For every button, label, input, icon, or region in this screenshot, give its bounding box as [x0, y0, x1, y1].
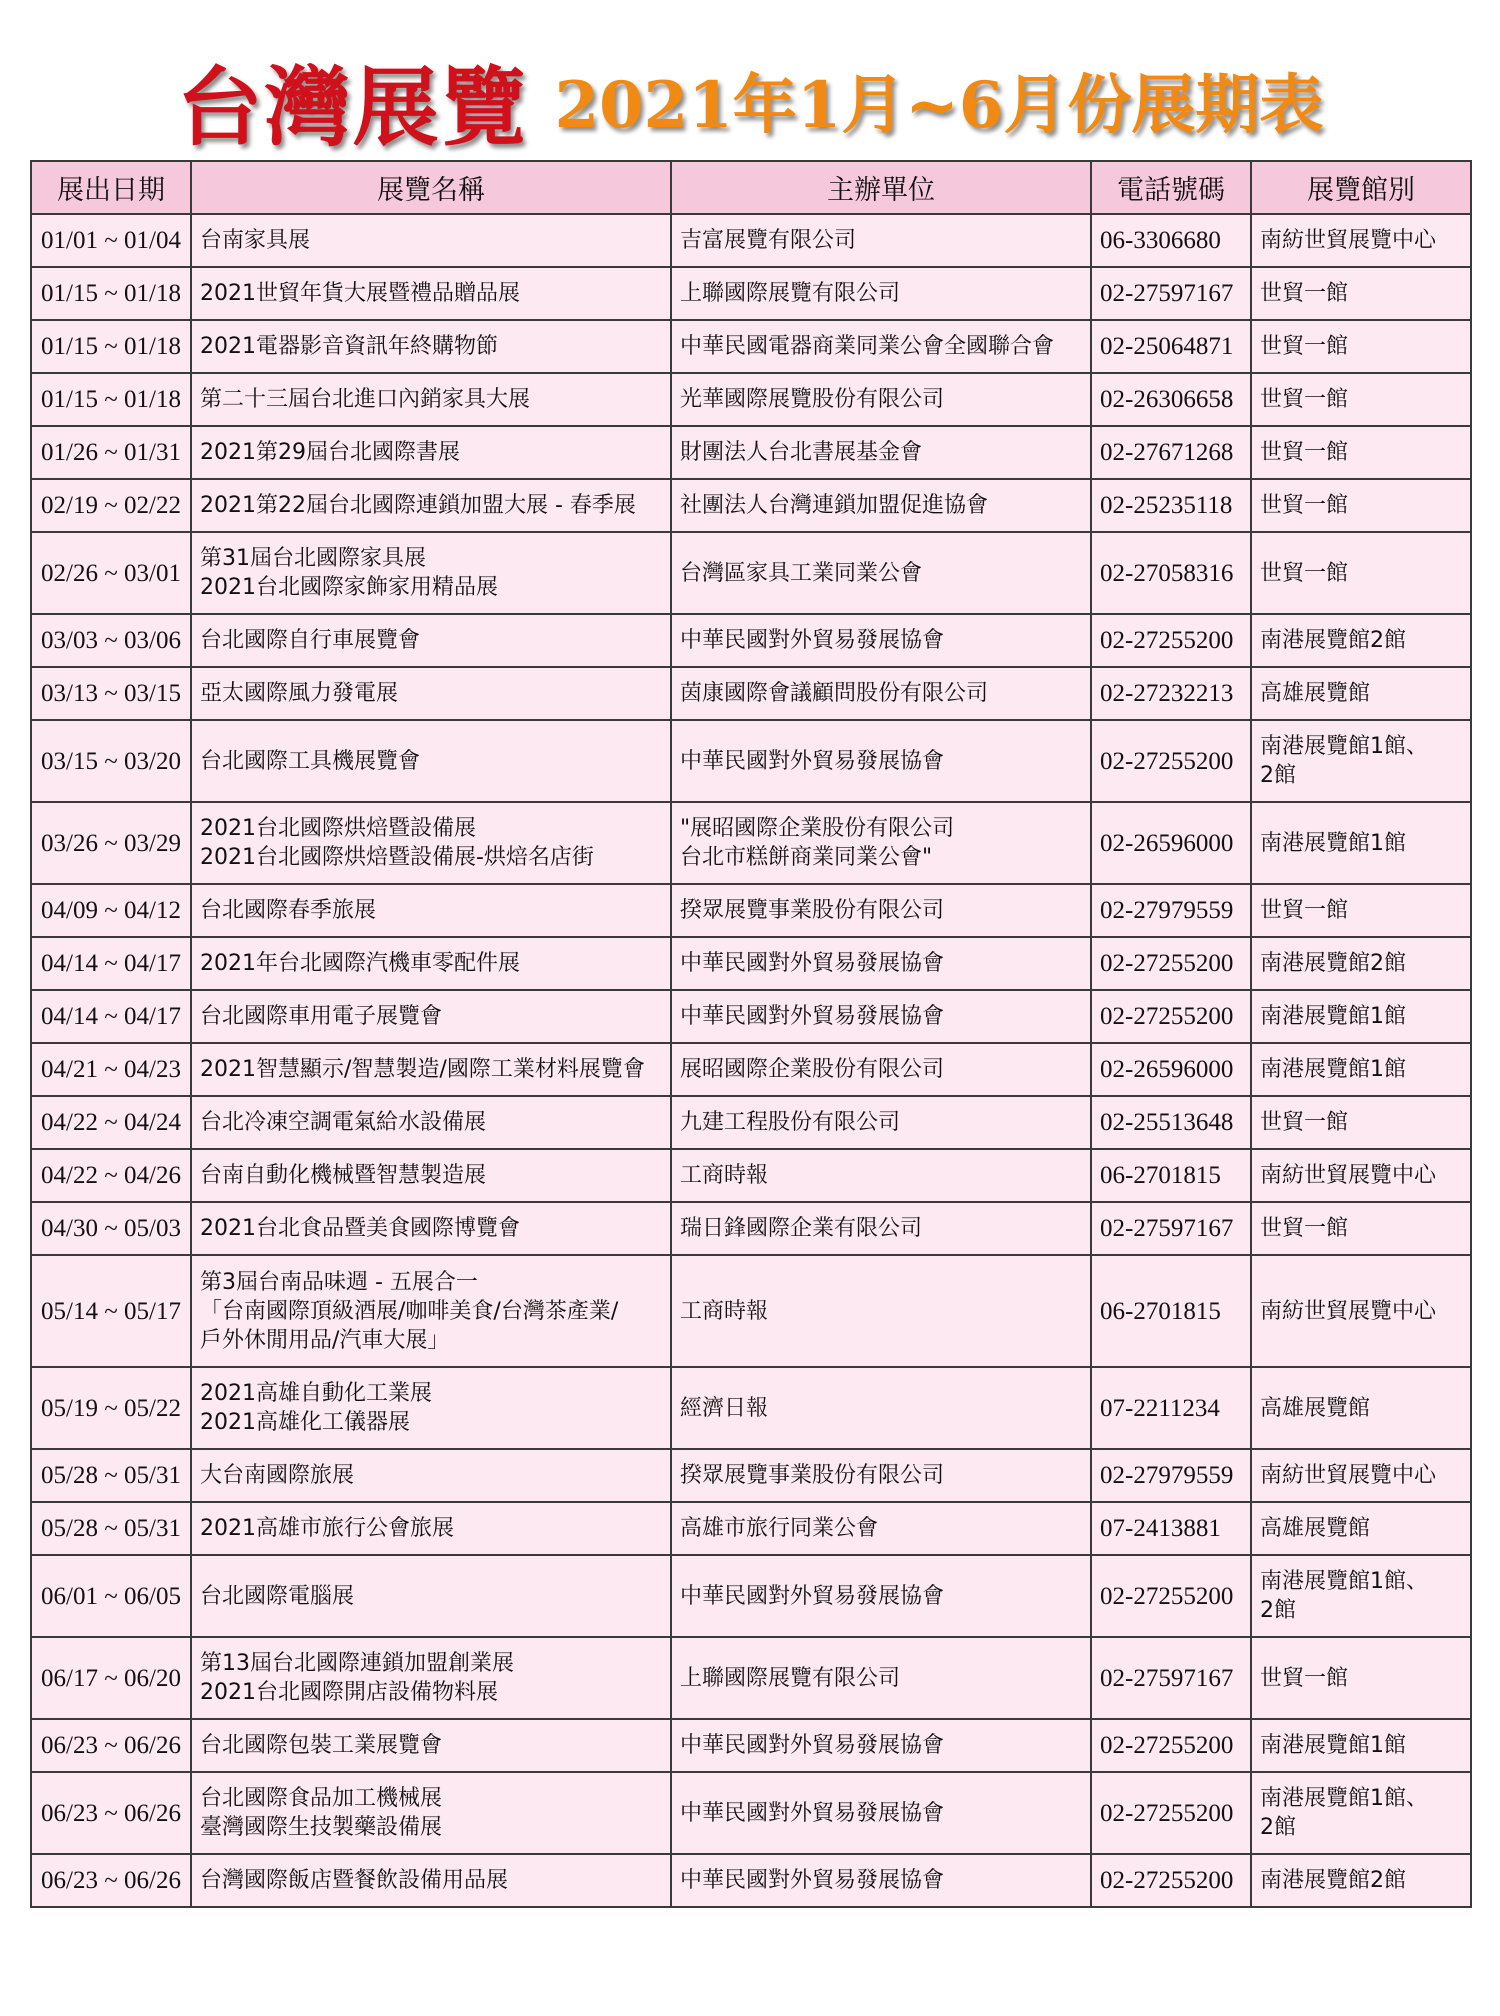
- cell-phone: 02-26596000: [1091, 802, 1251, 884]
- cell-phone: 02-27597167: [1091, 1202, 1251, 1255]
- cell-phone: 02-27255200: [1091, 614, 1251, 667]
- cell-date: 06/23 ~ 06/26: [31, 1719, 191, 1772]
- cell-venue-line: 世貿一館: [1260, 387, 1349, 412]
- cell-venue: [1251, 532, 1471, 614]
- cell-organizer: [671, 214, 1091, 267]
- cell-exhibition-name-line: 2021智慧顯示/智慧製造/國際工業材料展覽會: [200, 1057, 645, 1082]
- cell-date: 01/15 ~ 01/18: [31, 267, 191, 320]
- cell-exhibition-name-line: 第3屆台南品味週 - 五展合一: [200, 1269, 478, 1295]
- cell-date: 04/14 ~ 04/17: [31, 990, 191, 1043]
- cell-date: 01/01 ~ 01/04: [31, 214, 191, 267]
- cell-date: 05/14 ~ 05/17: [31, 1255, 191, 1367]
- cell-exhibition-name: [191, 1255, 671, 1367]
- cell-organizer: [671, 267, 1091, 320]
- cell-exhibition-name-line: 台北國際食品加工機械展: [200, 1786, 443, 1811]
- cell-phone: 02-27255200: [1091, 720, 1251, 802]
- cell-organizer-line: 中華民國對外貿易發展協會: [680, 1583, 945, 1609]
- cell-phone: 02-25513648: [1091, 1096, 1251, 1149]
- cell-venue-line: 世貿一館: [1260, 560, 1349, 586]
- cell-date: 03/26 ~ 03/29: [31, 802, 191, 884]
- cell-venue: [1251, 990, 1471, 1043]
- table-row: [31, 1772, 1471, 1854]
- cell-phone: 02-27255200: [1091, 1854, 1251, 1907]
- cell-venue: [1251, 937, 1471, 990]
- cell-exhibition-name-line: 戶外休閒用品/汽車大展」: [200, 1327, 450, 1353]
- cell-exhibition-name-line: 臺灣國際生技製藥設備展: [200, 1815, 443, 1840]
- cell-exhibition-name: [191, 373, 671, 426]
- cell-exhibition-name-line: 大台南國際旅展: [200, 1463, 355, 1488]
- cell-exhibition-name-line: 「台南國際頂級酒展/咖啡美食/台灣茶產業/: [200, 1298, 619, 1324]
- table-row: [31, 1367, 1471, 1449]
- cell-date: 01/15 ~ 01/18: [31, 320, 191, 373]
- cell-venue: [1251, 1502, 1471, 1555]
- cell-organizer-line: 高雄市旅行同業公會: [680, 1516, 879, 1541]
- cell-venue: [1251, 614, 1471, 667]
- cell-exhibition-name-line: 台灣國際飯店暨餐飲設備用品展: [200, 1868, 509, 1893]
- cell-organizer: [671, 532, 1091, 614]
- table-row: [31, 990, 1471, 1043]
- cell-venue: [1251, 1096, 1471, 1149]
- cell-organizer: [671, 1772, 1091, 1854]
- cell-organizer: [671, 1719, 1091, 1772]
- cell-exhibition-name-line: 亞太國際風力發電展: [200, 681, 399, 706]
- cell-venue: [1251, 1043, 1471, 1096]
- cell-exhibition-name-line: 台北國際電腦展: [200, 1583, 355, 1609]
- cell-exhibition-name: [191, 1854, 671, 1907]
- cell-phone: 02-27058316: [1091, 532, 1251, 614]
- cell-organizer-line: 光華國際展覽股份有限公司: [680, 387, 945, 412]
- cell-venue: [1251, 426, 1471, 479]
- cell-venue: [1251, 1449, 1471, 1502]
- cell-date: 04/09 ~ 04/12: [31, 884, 191, 937]
- header-phone: 電話號碼: [1091, 161, 1251, 214]
- table-row: [31, 1502, 1471, 1555]
- cell-organizer-line: 中華民國對外貿易發展協會: [680, 1868, 945, 1893]
- cell-venue: [1251, 479, 1471, 532]
- cell-organizer-line: 社團法人台灣連鎖加盟促進協會: [680, 493, 989, 518]
- cell-venue-line: 世貿一館: [1260, 493, 1349, 518]
- header-name: 展覽名稱: [191, 161, 671, 214]
- cell-exhibition-name: [191, 532, 671, 614]
- cell-date: 05/28 ~ 05/31: [31, 1449, 191, 1502]
- cell-date: 03/13 ~ 03/15: [31, 667, 191, 720]
- cell-date: 03/03 ~ 03/06: [31, 614, 191, 667]
- cell-exhibition-name-line: 第13屆台北國際連鎖加盟創業展: [200, 1651, 514, 1676]
- cell-venue-line: 南港展覽館2館: [1260, 1868, 1406, 1893]
- cell-phone: 02-27255200: [1091, 1555, 1251, 1637]
- cell-venue: [1251, 802, 1471, 884]
- cell-phone: 02-27255200: [1091, 1719, 1251, 1772]
- cell-phone: 06-2701815: [1091, 1149, 1251, 1202]
- table-header: [31, 161, 1471, 214]
- cell-venue-line: 世貿一館: [1260, 898, 1349, 923]
- cell-venue-line: 世貿一館: [1260, 1665, 1349, 1691]
- cell-exhibition-name: [191, 1149, 671, 1202]
- cell-organizer: [671, 1449, 1091, 1502]
- table-row: [31, 667, 1471, 720]
- cell-organizer-line: 工商時報: [680, 1298, 769, 1324]
- cell-exhibition-name: [191, 1555, 671, 1637]
- cell-exhibition-name-line: 台北國際包裝工業展覽會: [200, 1733, 443, 1758]
- cell-venue: [1251, 720, 1471, 802]
- table-row: [31, 479, 1471, 532]
- cell-venue: [1251, 1202, 1471, 1255]
- cell-organizer: [671, 1555, 1091, 1637]
- cell-venue: [1251, 1555, 1471, 1637]
- cell-venue-line: 2館: [1260, 1598, 1296, 1623]
- cell-exhibition-name-line: 2021第29屆台北國際書展: [200, 440, 460, 465]
- cell-venue-line: 南港展覽館1館、: [1260, 1569, 1428, 1594]
- cell-organizer: [671, 1202, 1091, 1255]
- cell-venue: [1251, 320, 1471, 373]
- cell-exhibition-name: [191, 1449, 671, 1502]
- cell-date: 01/15 ~ 01/18: [31, 373, 191, 426]
- header-organizer: 主辦單位: [671, 161, 1091, 214]
- cell-phone: 02-27597167: [1091, 267, 1251, 320]
- cell-organizer-line: 財團法人台北書展基金會: [680, 440, 923, 465]
- cell-organizer: [671, 479, 1091, 532]
- cell-venue-line: 世貿一館: [1260, 281, 1349, 306]
- cell-exhibition-name: [191, 1202, 671, 1255]
- cell-date: 02/26 ~ 03/01: [31, 532, 191, 614]
- table-row: [31, 373, 1471, 426]
- cell-date: 06/01 ~ 06/05: [31, 1555, 191, 1637]
- cell-organizer: [671, 1854, 1091, 1907]
- table-row: [31, 614, 1471, 667]
- cell-exhibition-name: [191, 614, 671, 667]
- table-row: [31, 426, 1471, 479]
- cell-exhibition-name: [191, 720, 671, 802]
- cell-date: 04/21 ~ 04/23: [31, 1043, 191, 1096]
- cell-organizer-line: 中華民國對外貿易發展協會: [680, 1800, 945, 1826]
- table-row: [31, 1637, 1471, 1719]
- cell-date: 04/22 ~ 04/26: [31, 1149, 191, 1202]
- table-row: [31, 1255, 1471, 1367]
- cell-organizer-line: 上聯國際展覽有限公司: [680, 281, 901, 306]
- cell-organizer-line: 中華民國對外貿易發展協會: [680, 628, 945, 653]
- cell-organizer-line: 經濟日報: [680, 1395, 769, 1421]
- cell-organizer-line: 中華民國對外貿易發展協會: [680, 1004, 945, 1029]
- cell-organizer: [671, 720, 1091, 802]
- table-row: [31, 1854, 1471, 1907]
- cell-date: 02/19 ~ 02/22: [31, 479, 191, 532]
- cell-organizer: [671, 884, 1091, 937]
- cell-organizer-line: 展昭國際企業股份有限公司: [680, 1057, 945, 1082]
- cell-exhibition-name-line: 2021台北國際烘焙暨設備展: [200, 816, 476, 841]
- cell-date: 05/28 ~ 05/31: [31, 1502, 191, 1555]
- table-row: [31, 1719, 1471, 1772]
- title-main: 台灣展覽: [176, 57, 529, 158]
- cell-exhibition-name: [191, 1043, 671, 1096]
- cell-date: 03/15 ~ 03/20: [31, 720, 191, 802]
- cell-date: 06/23 ~ 06/26: [31, 1854, 191, 1907]
- table-row: [31, 1555, 1471, 1637]
- table-row: [31, 1202, 1471, 1255]
- cell-exhibition-name-line: 第31屆台北國際家具展: [200, 546, 426, 571]
- table-row: [31, 532, 1471, 614]
- cell-organizer-line: 中華民國電器商業同業公會全國聯合會: [680, 334, 1055, 359]
- cell-organizer-line: "展昭國際企業股份有限公司: [680, 816, 955, 841]
- cell-organizer: [671, 1096, 1091, 1149]
- table-row: [31, 320, 1471, 373]
- table-body: [31, 214, 1471, 1907]
- cell-exhibition-name-line: 台北國際春季旅展: [200, 898, 377, 923]
- table-row: [31, 1096, 1471, 1149]
- cell-organizer-line: 揆眾展覽事業股份有限公司: [680, 898, 945, 923]
- cell-exhibition-name-line: 台北冷凍空調電氣給水設備展: [200, 1110, 487, 1135]
- cell-venue-line: 2館: [1260, 1815, 1296, 1840]
- cell-organizer-line: 吉富展覽有限公司: [680, 228, 857, 253]
- cell-venue-line: 南港展覽館1館: [1260, 1733, 1406, 1758]
- cell-exhibition-name-line: 2021年台北國際汽機車零配件展: [200, 951, 520, 976]
- cell-organizer: [671, 990, 1091, 1043]
- cell-phone: 06-2701815: [1091, 1255, 1251, 1367]
- cell-venue: [1251, 1854, 1471, 1907]
- cell-exhibition-name: [191, 990, 671, 1043]
- cell-organizer: [671, 1502, 1091, 1555]
- table-row: [31, 1449, 1471, 1502]
- cell-organizer: [671, 614, 1091, 667]
- cell-exhibition-name-line: 台北國際工具機展覽會: [200, 748, 421, 774]
- cell-venue-line: 南港展覽館2館: [1260, 628, 1406, 653]
- cell-exhibition-name: [191, 802, 671, 884]
- cell-phone: 02-27255200: [1091, 990, 1251, 1043]
- cell-exhibition-name-line: 2021台北國際烘焙暨設備展-烘焙名店街: [200, 845, 594, 870]
- cell-exhibition-name-line: 台北國際自行車展覽會: [200, 628, 421, 653]
- header-row: [31, 161, 1471, 214]
- cell-venue-line: 南紡世貿展覽中心: [1260, 1463, 1437, 1488]
- cell-venue: [1251, 1719, 1471, 1772]
- cell-venue: [1251, 1255, 1471, 1367]
- cell-venue-line: 世貿一館: [1260, 440, 1349, 465]
- cell-phone: 02-27255200: [1091, 1772, 1251, 1854]
- cell-venue-line: 世貿一館: [1260, 1110, 1349, 1135]
- cell-organizer: [671, 1637, 1091, 1719]
- cell-exhibition-name: [191, 1096, 671, 1149]
- schedule-table: [30, 160, 1472, 1908]
- cell-venue-line: 高雄展覽館: [1260, 1516, 1371, 1541]
- cell-organizer: [671, 373, 1091, 426]
- cell-exhibition-name-line: 2021第22屆台北國際連鎖加盟大展 - 春季展: [200, 493, 636, 518]
- cell-organizer: [671, 667, 1091, 720]
- cell-phone: 02-27671268: [1091, 426, 1251, 479]
- cell-organizer: [671, 1149, 1091, 1202]
- cell-venue-line: 南港展覽館1館: [1260, 830, 1406, 856]
- cell-organizer: [671, 1367, 1091, 1449]
- cell-venue: [1251, 1772, 1471, 1854]
- cell-venue-line: 南港展覽館1館: [1260, 1004, 1406, 1029]
- cell-date: 06/23 ~ 06/26: [31, 1772, 191, 1854]
- cell-venue: [1251, 884, 1471, 937]
- cell-exhibition-name-line: 第二十三屆台北進口內銷家具大展: [200, 387, 531, 412]
- cell-phone: 02-26306658: [1091, 373, 1251, 426]
- cell-date: 04/30 ~ 05/03: [31, 1202, 191, 1255]
- table-row: [31, 214, 1471, 267]
- cell-organizer: [671, 320, 1091, 373]
- cell-exhibition-name: [191, 667, 671, 720]
- cell-organizer-line: 茵康國際會議顧問股份有限公司: [680, 681, 989, 706]
- cell-date: 01/26 ~ 01/31: [31, 426, 191, 479]
- cell-organizer: [671, 1255, 1091, 1367]
- table-row: [31, 884, 1471, 937]
- header-venue: 展覽館別: [1251, 161, 1471, 214]
- cell-exhibition-name: [191, 937, 671, 990]
- cell-organizer-line: 九建工程股份有限公司: [680, 1110, 901, 1135]
- cell-exhibition-name: [191, 214, 671, 267]
- cell-venue: [1251, 373, 1471, 426]
- cell-organizer-line: 上聯國際展覽有限公司: [680, 1665, 901, 1691]
- cell-venue-line: 南港展覽館2館: [1260, 951, 1406, 976]
- cell-organizer: [671, 937, 1091, 990]
- cell-phone: 07-2413881: [1091, 1502, 1251, 1555]
- cell-organizer-line: 台灣區家具工業同業公會: [680, 560, 923, 586]
- cell-exhibition-name-line: 2021高雄市旅行公會旅展: [200, 1516, 454, 1541]
- cell-venue-line: 世貿一館: [1260, 334, 1349, 359]
- cell-date: 04/22 ~ 04/24: [31, 1096, 191, 1149]
- cell-exhibition-name-line: 2021台北食品暨美食國際博覽會: [200, 1216, 520, 1241]
- cell-organizer: [671, 426, 1091, 479]
- cell-exhibition-name: [191, 1772, 671, 1854]
- header-date: 展出日期: [31, 161, 191, 214]
- cell-phone: 02-27255200: [1091, 937, 1251, 990]
- title-subtitle: 2021年1月~6月份展期表: [554, 68, 1324, 143]
- cell-organizer-line: 中華民國對外貿易發展協會: [680, 951, 945, 976]
- cell-exhibition-name-line: 2021台北國際家飾家用精品展: [200, 575, 498, 600]
- cell-exhibition-name-line: 台北國際車用電子展覽會: [200, 1004, 443, 1029]
- cell-exhibition-name: [191, 884, 671, 937]
- cell-venue: [1251, 1637, 1471, 1719]
- cell-exhibition-name: [191, 1637, 671, 1719]
- cell-exhibition-name: [191, 1367, 671, 1449]
- cell-exhibition-name-line: 2021世貿年貨大展暨禮品贈品展: [200, 281, 520, 306]
- cell-exhibition-name-line: 2021高雄自動化工業展: [200, 1381, 432, 1406]
- cell-phone: 02-27232213: [1091, 667, 1251, 720]
- cell-organizer-line: 揆眾展覽事業股份有限公司: [680, 1463, 945, 1488]
- cell-venue-line: 南港展覽館1館、: [1260, 1786, 1428, 1811]
- cell-venue-line: 南紡世貿展覽中心: [1260, 1298, 1437, 1324]
- cell-venue-line: 2館: [1260, 763, 1296, 788]
- cell-venue-line: 南港展覽館1館、: [1260, 734, 1428, 759]
- cell-date: 05/19 ~ 05/22: [31, 1367, 191, 1449]
- cell-date: 04/14 ~ 04/17: [31, 937, 191, 990]
- cell-venue-line: 世貿一館: [1260, 1216, 1349, 1241]
- cell-organizer-line: 中華民國對外貿易發展協會: [680, 748, 945, 774]
- cell-organizer-line: 中華民國對外貿易發展協會: [680, 1733, 945, 1758]
- cell-venue-line: 南港展覽館1館: [1260, 1057, 1406, 1082]
- cell-exhibition-name-line: 台南家具展: [200, 228, 311, 253]
- cell-phone: 06-3306680: [1091, 214, 1251, 267]
- cell-venue-line: 南紡世貿展覽中心: [1260, 1163, 1437, 1188]
- table-row: [31, 937, 1471, 990]
- cell-phone: 02-25064871: [1091, 320, 1251, 373]
- cell-venue: [1251, 667, 1471, 720]
- cell-organizer-line: 瑞日鋒國際企業有限公司: [680, 1216, 923, 1241]
- cell-organizer-line: 台北市糕餅商業同業公會": [680, 845, 933, 870]
- cell-venue-line: 高雄展覽館: [1260, 1395, 1371, 1421]
- cell-date: 06/17 ~ 06/20: [31, 1637, 191, 1719]
- cell-phone: 02-26596000: [1091, 1043, 1251, 1096]
- table-row: [31, 1043, 1471, 1096]
- cell-organizer-line: 工商時報: [680, 1163, 769, 1188]
- cell-venue: [1251, 267, 1471, 320]
- table-row: [31, 1149, 1471, 1202]
- cell-venue: [1251, 1149, 1471, 1202]
- cell-exhibition-name: [191, 479, 671, 532]
- cell-exhibition-name-line: 2021電器影音資訊年終購物節: [200, 334, 498, 359]
- cell-exhibition-name: [191, 426, 671, 479]
- cell-phone: 02-27979559: [1091, 1449, 1251, 1502]
- cell-phone: 02-27979559: [1091, 884, 1251, 937]
- cell-exhibition-name-line: 2021高雄化工儀器展: [200, 1410, 410, 1435]
- table-row: [31, 267, 1471, 320]
- cell-organizer: [671, 1043, 1091, 1096]
- cell-exhibition-name: [191, 320, 671, 373]
- cell-venue: [1251, 1367, 1471, 1449]
- cell-phone: 02-25235118: [1091, 479, 1251, 532]
- cell-exhibition-name: [191, 1502, 671, 1555]
- table-row: [31, 802, 1471, 884]
- cell-phone: 07-2211234: [1091, 1367, 1251, 1449]
- cell-organizer: [671, 802, 1091, 884]
- cell-exhibition-name: [191, 267, 671, 320]
- cell-venue: [1251, 214, 1471, 267]
- cell-venue-line: 高雄展覽館: [1260, 681, 1371, 706]
- page-title: [0, 40, 1500, 160]
- cell-exhibition-name: [191, 1719, 671, 1772]
- cell-exhibition-name-line: 2021台北國際開店設備物料展: [200, 1680, 498, 1705]
- table-row: [31, 720, 1471, 802]
- cell-phone: 02-27597167: [1091, 1637, 1251, 1719]
- cell-venue-line: 南紡世貿展覽中心: [1260, 228, 1437, 253]
- cell-exhibition-name-line: 台南自動化機械暨智慧製造展: [200, 1163, 487, 1188]
